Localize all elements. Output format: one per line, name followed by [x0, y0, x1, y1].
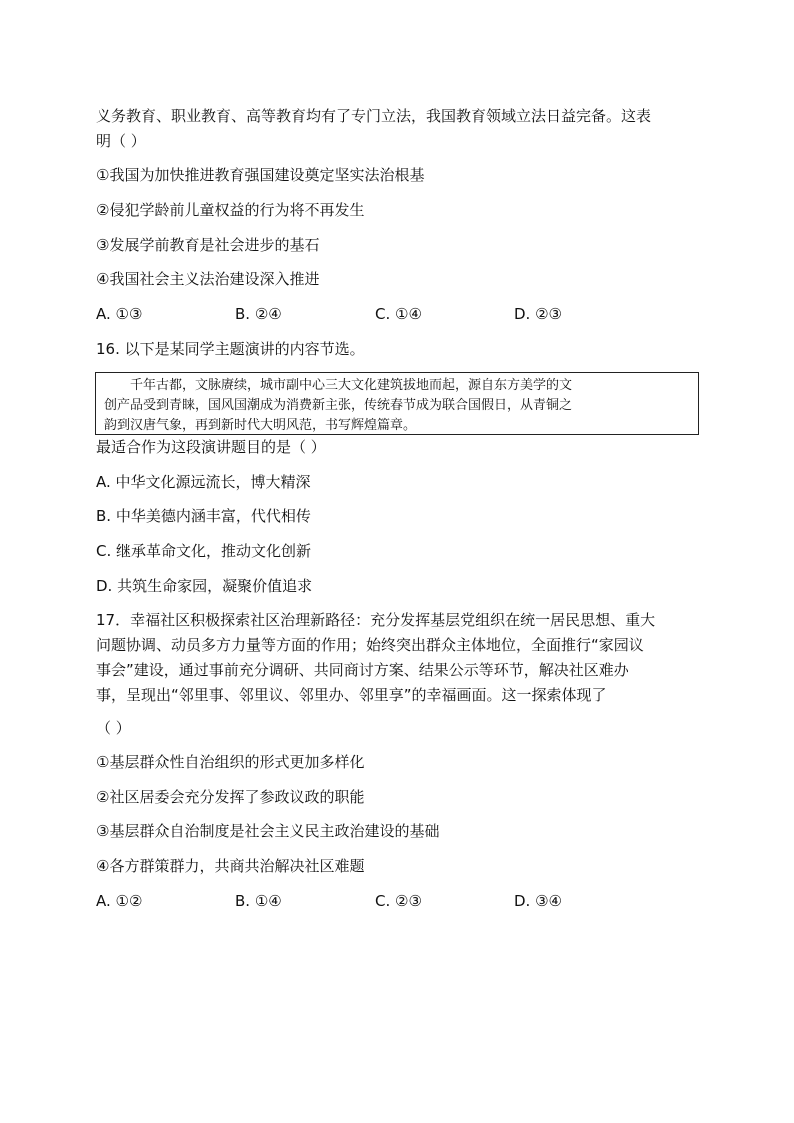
q16-speech-excerpt-box — [95, 372, 699, 435]
q15-option-c[interactable]: C. ①④ — [375, 305, 422, 323]
q15-statement-2: ②侵犯学龄前儿童权益的行为将不再发生 — [96, 201, 365, 219]
q15-option-a[interactable]: A. ①③ — [96, 305, 143, 323]
q16-option-d[interactable]: D. 共筑生命家园，凝聚价值追求 — [96, 577, 313, 595]
q16-option-c[interactable]: C. 继承革命文化，推动文化创新 — [96, 542, 312, 560]
q17-statement-2: ②社区居委会充分发挥了参政议政的职能 — [96, 788, 365, 806]
q17-stem-line2: 问题协调、动员多方力量等方面的作用；始终突出群众主体地位，全面推行“家园议 — [96, 636, 644, 654]
q15-option-d[interactable]: D. ②③ — [514, 305, 562, 323]
q15-option-b[interactable]: B. ②④ — [235, 305, 282, 323]
q15-stem-line2: 明（ ） — [96, 132, 146, 150]
q16-option-b[interactable]: B. 中华美德内涵丰富，代代相传 — [96, 507, 311, 525]
q16-option-a[interactable]: A. 中华文化源远流长，博大精深 — [96, 473, 311, 491]
q15-statement-3: ③发展学前教育是社会进步的基石 — [96, 236, 320, 254]
q17-options — [96, 891, 736, 911]
q16-quote-line3: 韵到汉唐气象，再到新时代大明风范，书写辉煌篇章。 — [104, 418, 417, 433]
q17-stem-line5: （ ） — [96, 719, 131, 737]
q17-stem-line1: 17．幸福社区积极探索社区治理新路径：充分发挥基层党组织在统一居民思想、重大 — [96, 611, 656, 629]
q17-statement-3: ③基层群众自治制度是社会主义民主政治建设的基础 — [96, 822, 440, 840]
q17-option-c[interactable]: C. ②③ — [375, 892, 422, 910]
q17-statement-1: ①基层群众性自治组织的形式更加多样化 — [96, 753, 365, 771]
q15-statement-4: ④我国社会主义法治建设深入推进 — [96, 270, 320, 288]
q17-option-b[interactable]: B. ①④ — [235, 892, 282, 910]
q17-stem-line4: 事，呈现出“邻里事、邻里议、邻里办、邻里享”的幸福画面。这一探索体现了 — [96, 686, 607, 704]
q15-statement-1: ①我国为加快推进教育强国建设奠定坚实法治根基 — [96, 166, 425, 184]
q16-quote-line1: 千年古都，文脉赓续，城市副中心三大文化建筑拔地而起，源自东方美学的文 — [104, 378, 573, 393]
q15-stem-line1: 义务教育、职业教育、高等教育均有了专门立法，我国教育领域立法日益完备。这表 — [96, 107, 652, 125]
q17-option-a[interactable]: A. ①② — [96, 892, 143, 910]
q15-options — [96, 304, 736, 324]
q17-statement-4: ④各方群策群力，共商共治解决社区难题 — [96, 857, 365, 875]
q16-question: 最适合作为这段演讲题目的是（ ） — [96, 438, 326, 456]
q17-option-d[interactable]: D. ③④ — [514, 892, 562, 910]
q16-stem: 16. 以下是某同学主题演讲的内容节选。 — [96, 340, 365, 358]
q17-stem-line3: 事会”建设，通过事前充分调研、共同商讨方案、结果公示等环节，解决社区难办 — [96, 661, 629, 679]
q16-quote-line2: 创产品受到青睐，国风国潮成为消费新主张，传统春节成为联合国假日，从青铜之 — [104, 398, 573, 413]
